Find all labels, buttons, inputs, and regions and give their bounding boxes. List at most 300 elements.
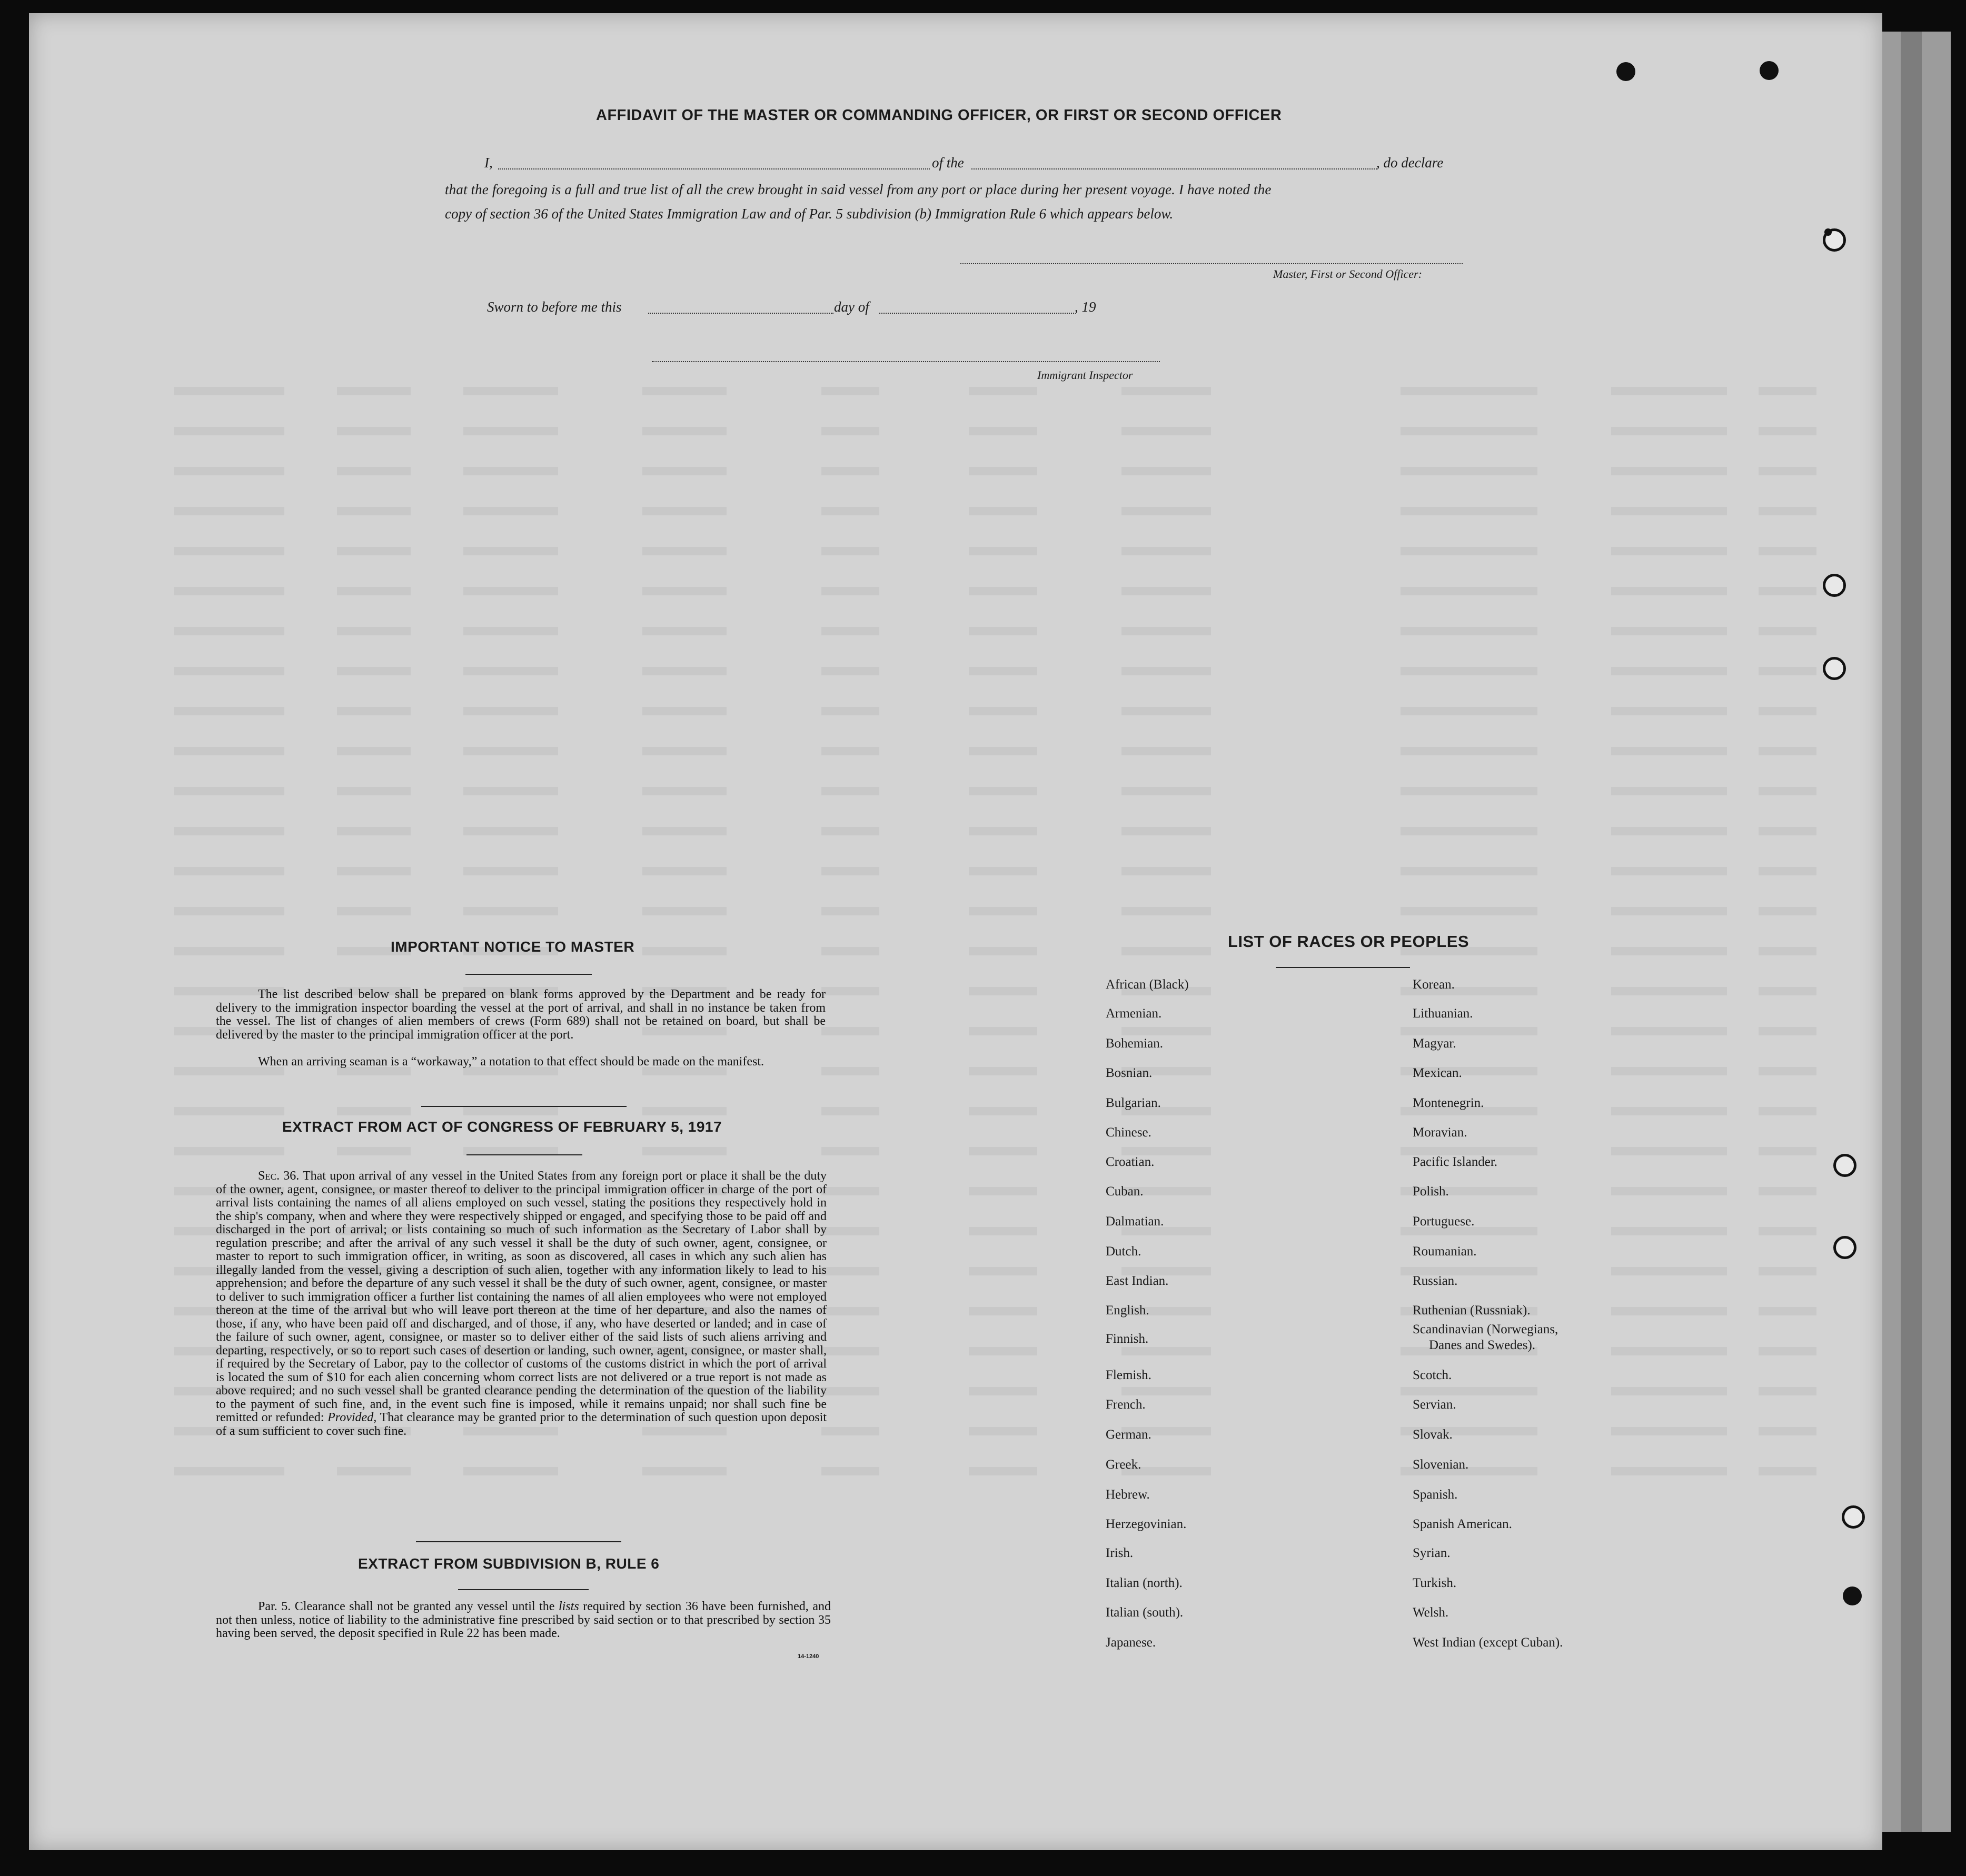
bleed-mark — [821, 1347, 879, 1355]
bleed-mark — [1759, 1107, 1816, 1115]
bleed-mark — [1611, 627, 1727, 635]
race-item: Bohemian. — [1106, 1036, 1164, 1051]
bleed-mark — [642, 707, 727, 715]
bleed-mark — [1121, 907, 1211, 915]
bleed-mark — [463, 707, 558, 715]
bleed-mark — [337, 747, 411, 755]
bleed-mark — [463, 1467, 558, 1475]
bleed-mark — [463, 1107, 558, 1115]
bleed-mark — [642, 667, 727, 675]
act-divider — [416, 1541, 621, 1542]
bleed-mark — [969, 867, 1037, 875]
affidavit-line-2: that the foregoing is a full and true list of all the crew brought in said vessel from any port or place during her present voyage. I have noted the — [445, 182, 1272, 197]
punch-hole — [1616, 62, 1635, 81]
race-item: Pacific Islander. — [1413, 1155, 1498, 1169]
bleed-mark — [463, 867, 558, 875]
act-section-text: Sec. 36. That upon arrival of any vessel in the United States from any foreign port or place it shall be the duty of the owner, agent, consignee, or master thereof to deliver to the principal immigration officer in charge of the port of arrival lists containing the names of all aliens employed on such vessel, stating the positions they respectively hold in the ship's company, when and where they were respectively shipped or engaged, and specifying those to be paid off and discharged in the port of arrival; or lists containing so much of such information as the Secretary of Labor shall by regulation prescribe; and after the arrival of any such vessel it shall be the duty of such owner, agent, consignee, or master to report to such immigration officer, in writing, as soon as discovered, all cases in which any such alien has illegally landed from the vessel, giving a description of such alien, together with any information likely to lead to his apprehension; and before the departure of any such vessel it shall be the duty of such owner, agent, consignee, or master to deliver to such immigration officer a further list containing the names of all alien employees who were not employed thereon at the time of the arrival but who will leave port thereon at the time of her departure, and also the names of those, if any, who have been paid off and discharged, and of those, if any, who have deserted or landed; and in case of the failure of such owner, agent, consignee, or master so to deliver either of the said lists of such aliens arriving and departing, respectively, or so to report such cases of desertion or landing, such owner, agent, consignee, or master shall, if required by the Secretary of Labor, pay to the collector of customs of the customs district in which the port of arrival is located the sum of $10 for each alien concerning whom correct lists are not delivered or a true report is not made as above required; and no such vessel shall be granted clearance pending the determination of the question of the liability to the payment of such fine, and, in the event such fine is imposed, while it remains unpaid; nor shall such fine be remitted or refunded: Provided, That clearance may be granted prior to the determination of such question upon deposit of a sum sufficient to cover such fine. — [216, 1169, 827, 1438]
race-item: Chinese. — [1106, 1125, 1151, 1140]
race-item: Cuban. — [1106, 1184, 1144, 1199]
bleed-mark — [1121, 427, 1211, 435]
bleed-mark — [1759, 907, 1816, 915]
bleed-mark — [174, 867, 284, 875]
bleed-mark — [1121, 947, 1211, 955]
bleed-mark — [821, 587, 879, 595]
bleed-mark — [1121, 1387, 1211, 1395]
bleed-mark — [969, 787, 1037, 795]
bleed-mark — [1759, 1227, 1816, 1235]
race-item: Finnish. — [1106, 1332, 1149, 1346]
bleed-mark — [1121, 827, 1211, 835]
bleed-mark — [821, 827, 879, 835]
bleed-mark — [821, 907, 879, 915]
bleed-mark — [337, 1107, 411, 1115]
bleed-mark — [337, 707, 411, 715]
bleed-mark — [463, 507, 558, 515]
bleed-mark — [174, 747, 284, 755]
bleed-mark — [969, 1027, 1037, 1035]
bleed-mark — [1121, 1147, 1211, 1155]
bleed-mark — [821, 1307, 879, 1315]
bleed-mark — [174, 467, 284, 475]
bleed-mark — [1401, 707, 1537, 715]
bleed-mark — [463, 667, 558, 675]
race-item: Magyar. — [1413, 1036, 1456, 1051]
bleed-mark — [821, 707, 879, 715]
bleed-mark — [1401, 387, 1537, 395]
bleed-mark — [642, 467, 727, 475]
bleed-mark — [642, 867, 727, 875]
bleed-mark — [969, 1307, 1037, 1315]
punch-hole — [1823, 574, 1846, 597]
bleed-mark — [463, 827, 558, 835]
punch-hole — [1833, 1236, 1856, 1259]
bleed-mark — [174, 907, 284, 915]
notice-rule — [465, 974, 592, 975]
bleed-mark — [463, 787, 558, 795]
bleed-mark — [337, 467, 411, 475]
bleed-mark — [463, 427, 558, 435]
bleed-mark — [642, 387, 727, 395]
bleed-mark — [969, 947, 1037, 955]
bleed-mark — [337, 667, 411, 675]
bleed-mark — [1611, 387, 1727, 395]
bleed-mark — [969, 747, 1037, 755]
bleed-mark — [337, 547, 411, 555]
bleed-mark — [1759, 387, 1816, 395]
bleed-mark — [642, 827, 727, 835]
bleed-mark — [1401, 827, 1537, 835]
race-item: Slovak. — [1413, 1428, 1453, 1442]
bleed-mark — [174, 627, 284, 635]
bleed-mark — [1121, 467, 1211, 475]
bleed-mark — [1759, 467, 1816, 475]
race-item: French. — [1106, 1398, 1146, 1412]
bleed-mark — [174, 947, 284, 955]
bleed-mark — [642, 947, 727, 955]
race-item: Welsh. — [1413, 1605, 1449, 1620]
bleed-mark — [337, 427, 411, 435]
race-item: Flemish. — [1106, 1368, 1151, 1382]
race-item: Slovenian. — [1413, 1458, 1469, 1472]
bleed-mark — [1759, 747, 1816, 755]
bleed-mark — [1611, 907, 1727, 915]
act-title: EXTRACT FROM ACT OF CONGRESS OF FEBRUARY 5, 1917 — [282, 1119, 722, 1135]
bleed-mark — [1611, 587, 1727, 595]
races-title: LIST OF RACES OR PEOPLES — [1228, 932, 1469, 951]
bleed-mark — [969, 987, 1037, 995]
bleed-mark — [642, 547, 727, 555]
bleed-mark — [174, 507, 284, 515]
bleed-mark — [969, 547, 1037, 555]
race-item: Roumanian. — [1413, 1244, 1477, 1259]
bleed-mark — [1401, 1387, 1537, 1395]
inspector-label: Immigrant Inspector — [1037, 368, 1133, 382]
bleed-mark — [1121, 1347, 1211, 1355]
bleed-mark — [969, 1187, 1037, 1195]
bleed-mark — [969, 1147, 1037, 1155]
bleed-mark — [1401, 507, 1537, 515]
bleed-mark — [821, 1107, 879, 1115]
bleed-mark — [969, 1467, 1037, 1475]
bleed-mark — [642, 1467, 727, 1475]
race-item: Japanese. — [1106, 1635, 1156, 1650]
notice-paragraph-1: The list described below shall be prepared on blank forms approved by the Department and be ready for delivery to the immigration inspector boarding the vessel at the port of arrival, and shall in no instance be taken from the vessel. The list of changes of alien members of crews (Form 689) shall not be retained on board, but shall be delivered by the master to the principal immigration officer at the port. — [216, 987, 826, 1042]
bleed-mark — [1611, 1067, 1727, 1075]
bleed-mark — [337, 1467, 411, 1475]
bleed-mark — [337, 627, 411, 635]
bleed-mark — [969, 1107, 1037, 1115]
bleed-mark — [1611, 427, 1727, 435]
race-item: Bosnian. — [1106, 1066, 1153, 1080]
bleed-mark — [1759, 1427, 1816, 1435]
year-label: , 19 — [1075, 299, 1096, 315]
vessel-field[interactable] — [971, 168, 1377, 169]
bleed-mark — [174, 547, 284, 555]
bleed-mark — [1611, 987, 1727, 995]
bleed-mark — [969, 667, 1037, 675]
bleed-mark — [463, 747, 558, 755]
bleed-mark — [1759, 507, 1816, 515]
bleed-mark — [821, 507, 879, 515]
sworn-month-field[interactable] — [879, 313, 1074, 314]
bleed-mark — [1121, 867, 1211, 875]
race-item: West Indian (except Cuban). — [1413, 1635, 1563, 1650]
bleed-mark — [1759, 1027, 1816, 1035]
bleed-mark — [174, 667, 284, 675]
bleed-mark — [1759, 627, 1816, 635]
bleed-mark — [1611, 1347, 1727, 1355]
bleed-mark — [821, 1147, 879, 1155]
bleed-mark — [821, 427, 879, 435]
bleed-mark — [337, 507, 411, 515]
master-signature-line[interactable] — [960, 263, 1463, 264]
bleed-mark — [1401, 1027, 1537, 1035]
name-field[interactable] — [498, 168, 930, 169]
bleed-mark — [969, 1427, 1037, 1435]
bleed-mark — [969, 1347, 1037, 1355]
bleed-mark — [642, 587, 727, 595]
bleed-mark — [1401, 427, 1537, 435]
races-rule — [1276, 967, 1410, 968]
bleed-mark — [821, 787, 879, 795]
punch-hole — [1842, 1505, 1865, 1529]
bleed-mark — [463, 387, 558, 395]
bleed-mark — [174, 787, 284, 795]
bleed-mark — [174, 587, 284, 595]
race-item: Dalmatian. — [1106, 1214, 1164, 1229]
race-item: Ruthenian (Russniak). — [1413, 1303, 1531, 1318]
bleed-mark — [821, 747, 879, 755]
master-signature-label: Master, First or Second Officer: — [1273, 267, 1422, 281]
bleed-mark — [174, 827, 284, 835]
day-of-label: day of — [834, 299, 869, 315]
bleed-mark — [969, 1227, 1037, 1235]
race-item: Lithuanian. — [1413, 1006, 1473, 1021]
bleed-mark — [1401, 467, 1537, 475]
punch-hole — [1833, 1154, 1856, 1177]
act-rule — [466, 1154, 582, 1155]
race-item: Servian. — [1413, 1398, 1456, 1412]
bleed-mark — [337, 827, 411, 835]
bleed-mark — [1759, 827, 1816, 835]
bleed-mark — [1611, 707, 1727, 715]
bleed-mark — [969, 1267, 1037, 1275]
bleed-mark — [1759, 707, 1816, 715]
bleed-mark — [969, 1067, 1037, 1075]
bleed-mark — [1121, 707, 1211, 715]
punch-hole — [1843, 1586, 1862, 1605]
bleed-mark — [1121, 507, 1211, 515]
bleed-mark — [1611, 1427, 1727, 1435]
bleed-mark — [174, 1107, 284, 1115]
bleed-mark — [821, 387, 879, 395]
race-item: Portuguese. — [1413, 1214, 1475, 1229]
bleed-mark — [642, 1107, 727, 1115]
bleed-mark — [174, 1467, 284, 1475]
bleed-mark — [174, 1147, 284, 1155]
bleed-mark — [1611, 1387, 1727, 1395]
affidavit-line-3: copy of section 36 of the United States Immigration Law and of Par. 5 subdivision (b) Immigration Rule 6 which appears below. — [445, 206, 1174, 222]
bleed-mark — [1759, 987, 1816, 995]
bleed-mark — [1759, 587, 1816, 595]
bleed-mark — [337, 867, 411, 875]
race-item: Spanish American. — [1413, 1517, 1512, 1531]
bleed-mark — [969, 427, 1037, 435]
bleed-mark — [821, 987, 879, 995]
bleed-mark — [1611, 1467, 1727, 1475]
bleed-mark — [337, 587, 411, 595]
race-item: Danes and Swedes). — [1429, 1338, 1536, 1352]
race-item: East Indian. — [1106, 1274, 1169, 1288]
bleed-mark — [821, 547, 879, 555]
form-number: 14-1240 — [798, 1653, 819, 1660]
bleed-mark — [1759, 1467, 1816, 1475]
bleed-mark — [337, 907, 411, 915]
bleed-mark — [821, 1267, 879, 1275]
bleed-mark — [821, 947, 879, 955]
bleed-mark — [821, 467, 879, 475]
race-item: Herzegovinian. — [1106, 1517, 1187, 1531]
bleed-mark — [642, 787, 727, 795]
race-item: Scotch. — [1413, 1368, 1452, 1382]
race-item: Croatian. — [1106, 1155, 1155, 1169]
bleed-mark — [969, 827, 1037, 835]
bleed-mark — [1611, 867, 1727, 875]
bleed-mark — [1611, 1147, 1727, 1155]
bleed-mark — [1611, 667, 1727, 675]
bleed-mark — [969, 507, 1037, 515]
race-item: Irish. — [1106, 1546, 1134, 1560]
document-page — [29, 13, 1882, 1850]
race-item: Hebrew. — [1106, 1488, 1150, 1502]
bleed-mark — [1759, 1387, 1816, 1395]
rule-paragraph: Par. 5. Clearance shall not be granted any vessel until the lists required by section 36 have been furnished, and not then unless, notice of liability to the administrative fine prescribed by said section or to that prescribed by section 35 having been served, the deposit specified in Rule 22 has been made. — [216, 1600, 831, 1640]
bleed-mark — [1401, 1147, 1537, 1155]
race-item: Korean. — [1413, 977, 1455, 992]
race-item: Spanish. — [1413, 1488, 1458, 1502]
race-item: Montenegrin. — [1413, 1096, 1484, 1110]
affidavit-of-label: of the — [932, 155, 964, 171]
race-item: Russian. — [1413, 1274, 1458, 1288]
bleed-mark — [1401, 907, 1537, 915]
bleed-mark — [1611, 787, 1727, 795]
race-item: Italian (south). — [1106, 1605, 1184, 1620]
page-edge-shadow — [1901, 32, 1922, 1832]
bleed-mark — [1759, 947, 1816, 955]
bleed-mark — [1611, 947, 1727, 955]
bleed-mark — [642, 627, 727, 635]
bleed-mark — [1401, 787, 1537, 795]
bleed-mark — [642, 1147, 727, 1155]
bleed-mark — [463, 587, 558, 595]
bleed-mark — [1401, 627, 1537, 635]
bleed-mark — [1401, 587, 1537, 595]
bleed-mark — [821, 1387, 879, 1395]
notice-divider — [421, 1106, 627, 1107]
bleed-mark — [1121, 587, 1211, 595]
rule-title: EXTRACT FROM SUBDIVISION B, RULE 6 — [358, 1555, 660, 1572]
punch-hole — [1760, 61, 1779, 80]
sworn-label: Sworn to before me this — [487, 299, 622, 315]
bleed-mark — [1759, 1307, 1816, 1315]
bleed-mark — [821, 1067, 879, 1075]
bleed-mark — [1121, 1027, 1211, 1035]
sworn-day-field[interactable] — [648, 313, 833, 314]
bleed-mark — [821, 1227, 879, 1235]
bleed-mark — [1611, 1027, 1727, 1035]
bleed-mark — [821, 1187, 879, 1195]
bleed-mark — [1759, 1267, 1816, 1275]
race-item: Moravian. — [1413, 1125, 1467, 1140]
race-item: Scandinavian (Norwegians, — [1413, 1322, 1558, 1336]
bleed-mark — [1611, 1227, 1727, 1235]
bleed-mark — [1759, 547, 1816, 555]
bleed-mark — [1759, 427, 1816, 435]
bleed-mark — [1759, 1147, 1816, 1155]
bleed-mark — [1611, 1307, 1727, 1315]
bleed-mark — [821, 867, 879, 875]
bleed-mark — [1759, 1067, 1816, 1075]
bleed-mark — [969, 907, 1037, 915]
bleed-mark — [337, 787, 411, 795]
race-item: Mexican. — [1413, 1066, 1462, 1080]
bleed-mark — [1611, 547, 1727, 555]
bleed-mark — [463, 907, 558, 915]
punch-hole — [1824, 228, 1832, 236]
bleed-mark — [1611, 1187, 1727, 1195]
bleed-mark — [1611, 1107, 1727, 1115]
bleed-mark — [821, 1427, 879, 1435]
affidavit-i-label: I, — [484, 155, 493, 171]
notice-paragraph-2: When an arriving seaman is a “workaway,” a notation to that effect should be made on the manifest. — [258, 1055, 764, 1069]
bleed-mark — [821, 1467, 879, 1475]
bleed-mark — [821, 667, 879, 675]
bleed-mark — [1611, 747, 1727, 755]
bleed-mark — [821, 1027, 879, 1035]
bleed-mark — [1121, 667, 1211, 675]
race-item: German. — [1106, 1428, 1151, 1442]
bleed-mark — [821, 627, 879, 635]
bleed-mark — [642, 427, 727, 435]
bleed-mark — [1121, 627, 1211, 635]
race-item: Syrian. — [1413, 1546, 1451, 1560]
race-item: Bulgarian. — [1106, 1096, 1161, 1110]
bleed-mark — [1759, 667, 1816, 675]
bleed-mark — [337, 1147, 411, 1155]
bleed-mark — [1759, 787, 1816, 795]
bleed-mark — [1401, 867, 1537, 875]
bleed-mark — [174, 427, 284, 435]
affidavit-title: AFFIDAVIT OF THE MASTER OR COMMANDING OFFICER, OR FIRST OR SECOND OFFICER — [596, 107, 1282, 124]
bleed-mark — [1611, 1267, 1727, 1275]
bleed-mark — [1611, 507, 1727, 515]
bleed-mark — [174, 387, 284, 395]
bleed-mark — [1611, 467, 1727, 475]
race-item: Turkish. — [1413, 1576, 1457, 1590]
bleed-mark — [463, 467, 558, 475]
bleed-mark — [1121, 387, 1211, 395]
bleed-mark — [337, 387, 411, 395]
notice-title: IMPORTANT NOTICE TO MASTER — [391, 939, 635, 955]
bleed-mark — [1401, 747, 1537, 755]
bleed-mark — [1759, 1187, 1816, 1195]
affidavit-declare-label: , do declare — [1376, 155, 1444, 171]
bleed-mark — [1611, 827, 1727, 835]
race-item: Greek. — [1106, 1458, 1141, 1472]
bleed-mark — [1759, 867, 1816, 875]
bleed-mark — [642, 747, 727, 755]
bleed-mark — [969, 587, 1037, 595]
inspector-signature-line[interactable] — [652, 361, 1160, 362]
bleed-mark — [463, 627, 558, 635]
bleed-mark — [1121, 547, 1211, 555]
bleed-mark — [1401, 667, 1537, 675]
race-item: African (Black) — [1106, 977, 1189, 992]
bleed-mark — [174, 707, 284, 715]
bleed-mark — [642, 507, 727, 515]
bleed-mark — [1401, 547, 1537, 555]
bleed-mark — [969, 467, 1037, 475]
bleed-mark — [969, 1387, 1037, 1395]
bleed-mark — [969, 707, 1037, 715]
bleed-mark — [969, 627, 1037, 635]
bleed-mark — [969, 387, 1037, 395]
race-item: Armenian. — [1106, 1006, 1162, 1021]
race-item: English. — [1106, 1303, 1149, 1318]
bleed-mark — [1121, 787, 1211, 795]
race-item: Polish. — [1413, 1184, 1449, 1199]
bleed-mark — [1121, 747, 1211, 755]
